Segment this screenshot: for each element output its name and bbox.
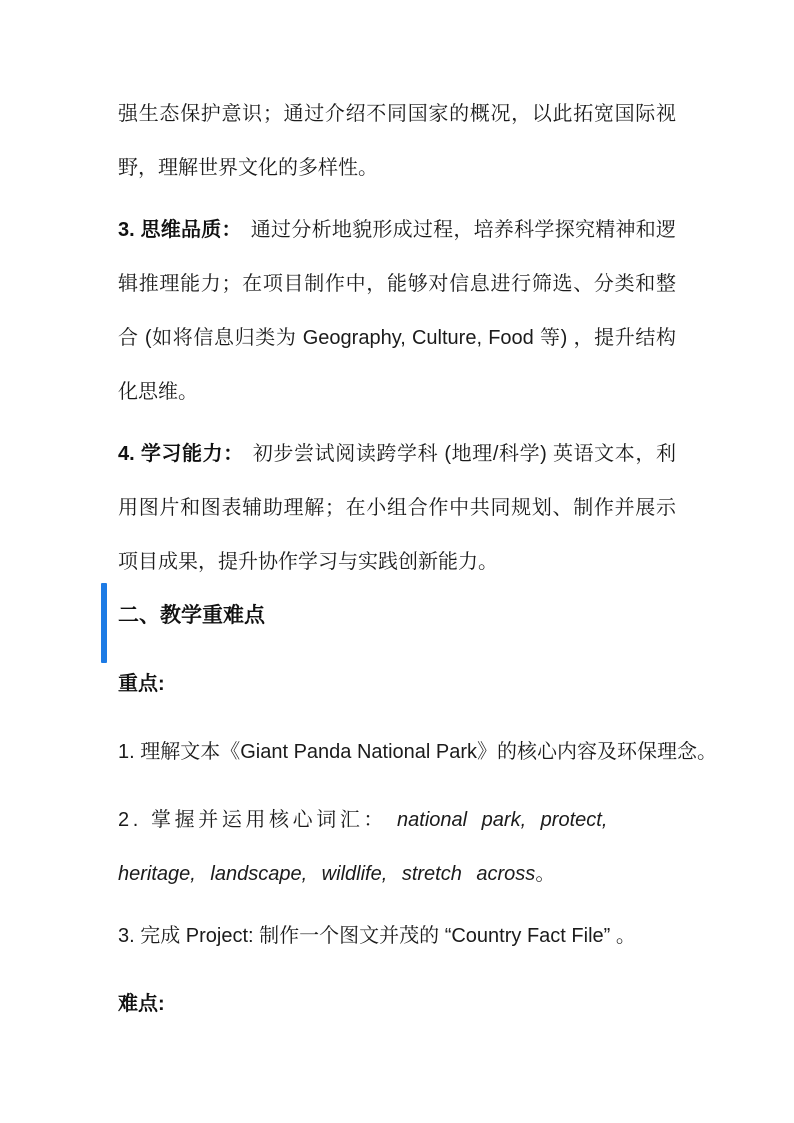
objective-thinking-quality-text: 通过分析地貌形成过程，培养科学探究精神和逻辑推理能力；在项目制作中，能够对信息进行筛选、分类和整合 (如将信息归类为 Geography, Culture, Food 等) ，提升结构化思维。 — [118, 219, 676, 403]
objective-learning-ability — [118, 427, 676, 589]
keypoint-item-2-prefix: 2. 掌握并运用核心词汇： — [118, 809, 388, 831]
paragraph-intro: 强生态保护意识；通过介绍不同国家的概况，以此拓宽国际视野，理解世界文化的多样性。 — [118, 103, 676, 179]
keypoint-item-2-suffix: 。 — [535, 863, 556, 885]
difficult-points-label: 难点: — [118, 993, 165, 1015]
section-heading — [118, 589, 676, 643]
keypoint-item-2 — [118, 793, 676, 901]
objective-thinking-quality — [118, 203, 676, 419]
keypoint-item-1: 1. 理解文本《Giant Panda National Park》的核心内容及环保理念。 — [118, 741, 718, 763]
section-heading-text: 二、教学重难点 — [118, 604, 265, 627]
keypoint-item-3: 3. 完成 Project: 制作一个图文并茂的 “Country Fact File” 。 — [118, 925, 636, 947]
objective-learning-ability-text: 初步尝试阅读跨学科 (地理/科学) 英语文本，利用图片和图表辅助理解；在小组合作中共同规划、制作并展示项目成果，提升协作学习与实践创新能力。 — [118, 443, 676, 573]
objective-learning-ability-label: 4. 学习能力： — [118, 443, 244, 465]
section-accent-bar — [101, 583, 107, 663]
keypoint-item-2-vocab: national park, protect, heritage, landscape, wildlife, stretch across — [118, 809, 608, 885]
objective-thinking-quality-label: 3. 思维品质： — [118, 219, 242, 241]
keypoints-label: 重点: — [118, 673, 165, 695]
